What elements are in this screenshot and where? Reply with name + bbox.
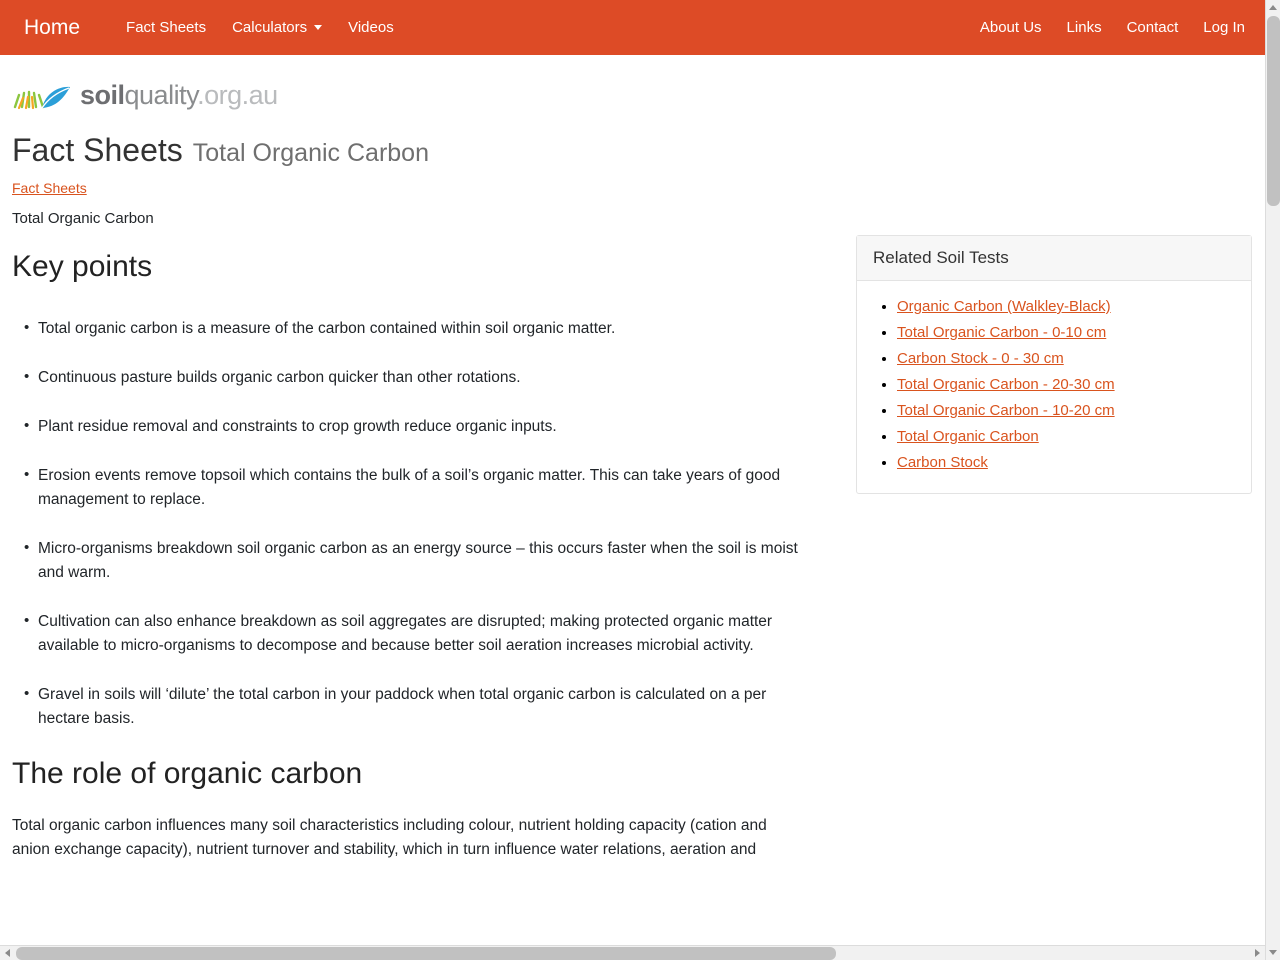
nav-home-link[interactable]: Home xyxy=(24,16,81,39)
list-item xyxy=(897,295,1251,319)
list-item xyxy=(897,399,1251,423)
site-logo[interactable] xyxy=(0,55,1280,117)
related-link-carbon-stock-0-30[interactable]: Carbon Stock - 0 - 30 cm xyxy=(897,350,1064,367)
list-item xyxy=(897,451,1251,475)
nav-item-links[interactable]: Links xyxy=(1066,19,1102,36)
nav-item-calculators[interactable]: Calculators xyxy=(232,20,322,35)
related-link-organic-carbon-walkley-black[interactable]: Organic Carbon (Walkley-Black) xyxy=(897,298,1111,315)
related-soil-tests-list xyxy=(857,281,1251,493)
related-link-toc-10-20[interactable]: Total Organic Carbon - 10-20 cm xyxy=(897,402,1115,419)
list-item: • Gravel in soils will ‘dilute’ the total carbon in your paddock when total organic carbon is calculated on a per hectare basis. xyxy=(12,683,818,731)
page-title-row xyxy=(0,117,1280,168)
related-soil-tests-panel xyxy=(856,235,1252,494)
list-item xyxy=(897,373,1251,397)
logo-text-soil: soil xyxy=(80,79,125,110)
nav-item-videos[interactable]: Videos xyxy=(348,19,394,36)
nav-item-contact[interactable]: Contact xyxy=(1126,19,1179,36)
list-item: • Erosion events remove topsoil which contains the bulk of a soil’s organic matter. This can take years of good management to replace. xyxy=(12,464,818,512)
logo-text-domain: .org.au xyxy=(197,79,278,110)
list-item xyxy=(897,321,1251,345)
scroll-up-arrow-icon[interactable] xyxy=(1266,0,1280,15)
role-of-organic-carbon-heading: The role of organic carbon xyxy=(12,757,363,791)
list-item: • Total organic carbon is a measure of the carbon contained within soil organic matter. xyxy=(12,317,818,341)
related-link-total-organic-carbon[interactable]: Total Organic Carbon xyxy=(897,428,1039,445)
list-item xyxy=(897,425,1251,449)
nav-item-fact-sheets[interactable]: Fact Sheets xyxy=(126,19,207,36)
main-content xyxy=(0,249,840,862)
top-navigation-bar xyxy=(0,0,1265,55)
list-item: • Micro-organisms breakdown soil organic carbon as an energy source – this occurs faster when the soil is moist and warm. xyxy=(12,537,818,585)
nav-left-group xyxy=(126,20,394,35)
logo-wordmark xyxy=(80,79,278,110)
related-link-toc-0-10[interactable]: Total Organic Carbon - 0-10 cm xyxy=(897,324,1107,341)
page-subtitle: Total Organic Carbon xyxy=(192,139,429,167)
role-of-organic-carbon-paragraph: Total organic carbon influences many soil characteristics including colour, nutrient holding capacity (cation and anion exchange capacity), nutrient turnover and stability, which in turn influence water relations, aeration and xyxy=(12,817,767,859)
scroll-left-arrow-icon[interactable] xyxy=(0,946,15,960)
scroll-right-arrow-icon[interactable] xyxy=(1250,946,1265,960)
logo-text-quality: quality xyxy=(124,79,198,110)
list-item: • Cultivation can also enhance breakdown as soil aggregates are disrupted; making protected organic matter available to micro-organisms to decompose and because better soil aeration increases microbial activity. xyxy=(12,610,818,658)
vertical-scrollbar[interactable] xyxy=(1265,0,1280,960)
related-link-toc-20-30[interactable]: Total Organic Carbon - 20-30 cm xyxy=(897,376,1115,393)
scroll-down-arrow-icon[interactable] xyxy=(1266,945,1280,960)
nav-item-log-in[interactable]: Log In xyxy=(1203,19,1245,36)
sunrise-leaf-logo-icon xyxy=(12,78,74,112)
breadcrumb xyxy=(0,168,1280,196)
list-item: • Plant residue removal and constraints to crop growth reduce organic inputs. xyxy=(12,415,818,439)
key-points-heading: Key points xyxy=(12,250,153,284)
vertical-scrollbar-thumb[interactable] xyxy=(1267,16,1280,206)
list-item xyxy=(897,347,1251,371)
page-title: Fact Sheets xyxy=(12,132,183,168)
key-points-list xyxy=(12,317,818,731)
related-link-carbon-stock[interactable]: Carbon Stock xyxy=(897,454,988,471)
breadcrumb-current: Total Organic Carbon xyxy=(12,210,154,228)
nav-item-about-us[interactable]: About Us xyxy=(979,19,1042,36)
nav-right-group xyxy=(980,20,1245,35)
list-item: • Continuous pasture builds organic carbon quicker than other rotations. xyxy=(12,366,818,390)
horizontal-scrollbar-thumb[interactable] xyxy=(16,947,836,960)
related-soil-tests-heading: Related Soil Tests xyxy=(857,236,1251,281)
horizontal-scrollbar[interactable] xyxy=(0,945,1265,960)
breadcrumb-link-fact-sheets[interactable]: Fact Sheets xyxy=(12,180,87,197)
